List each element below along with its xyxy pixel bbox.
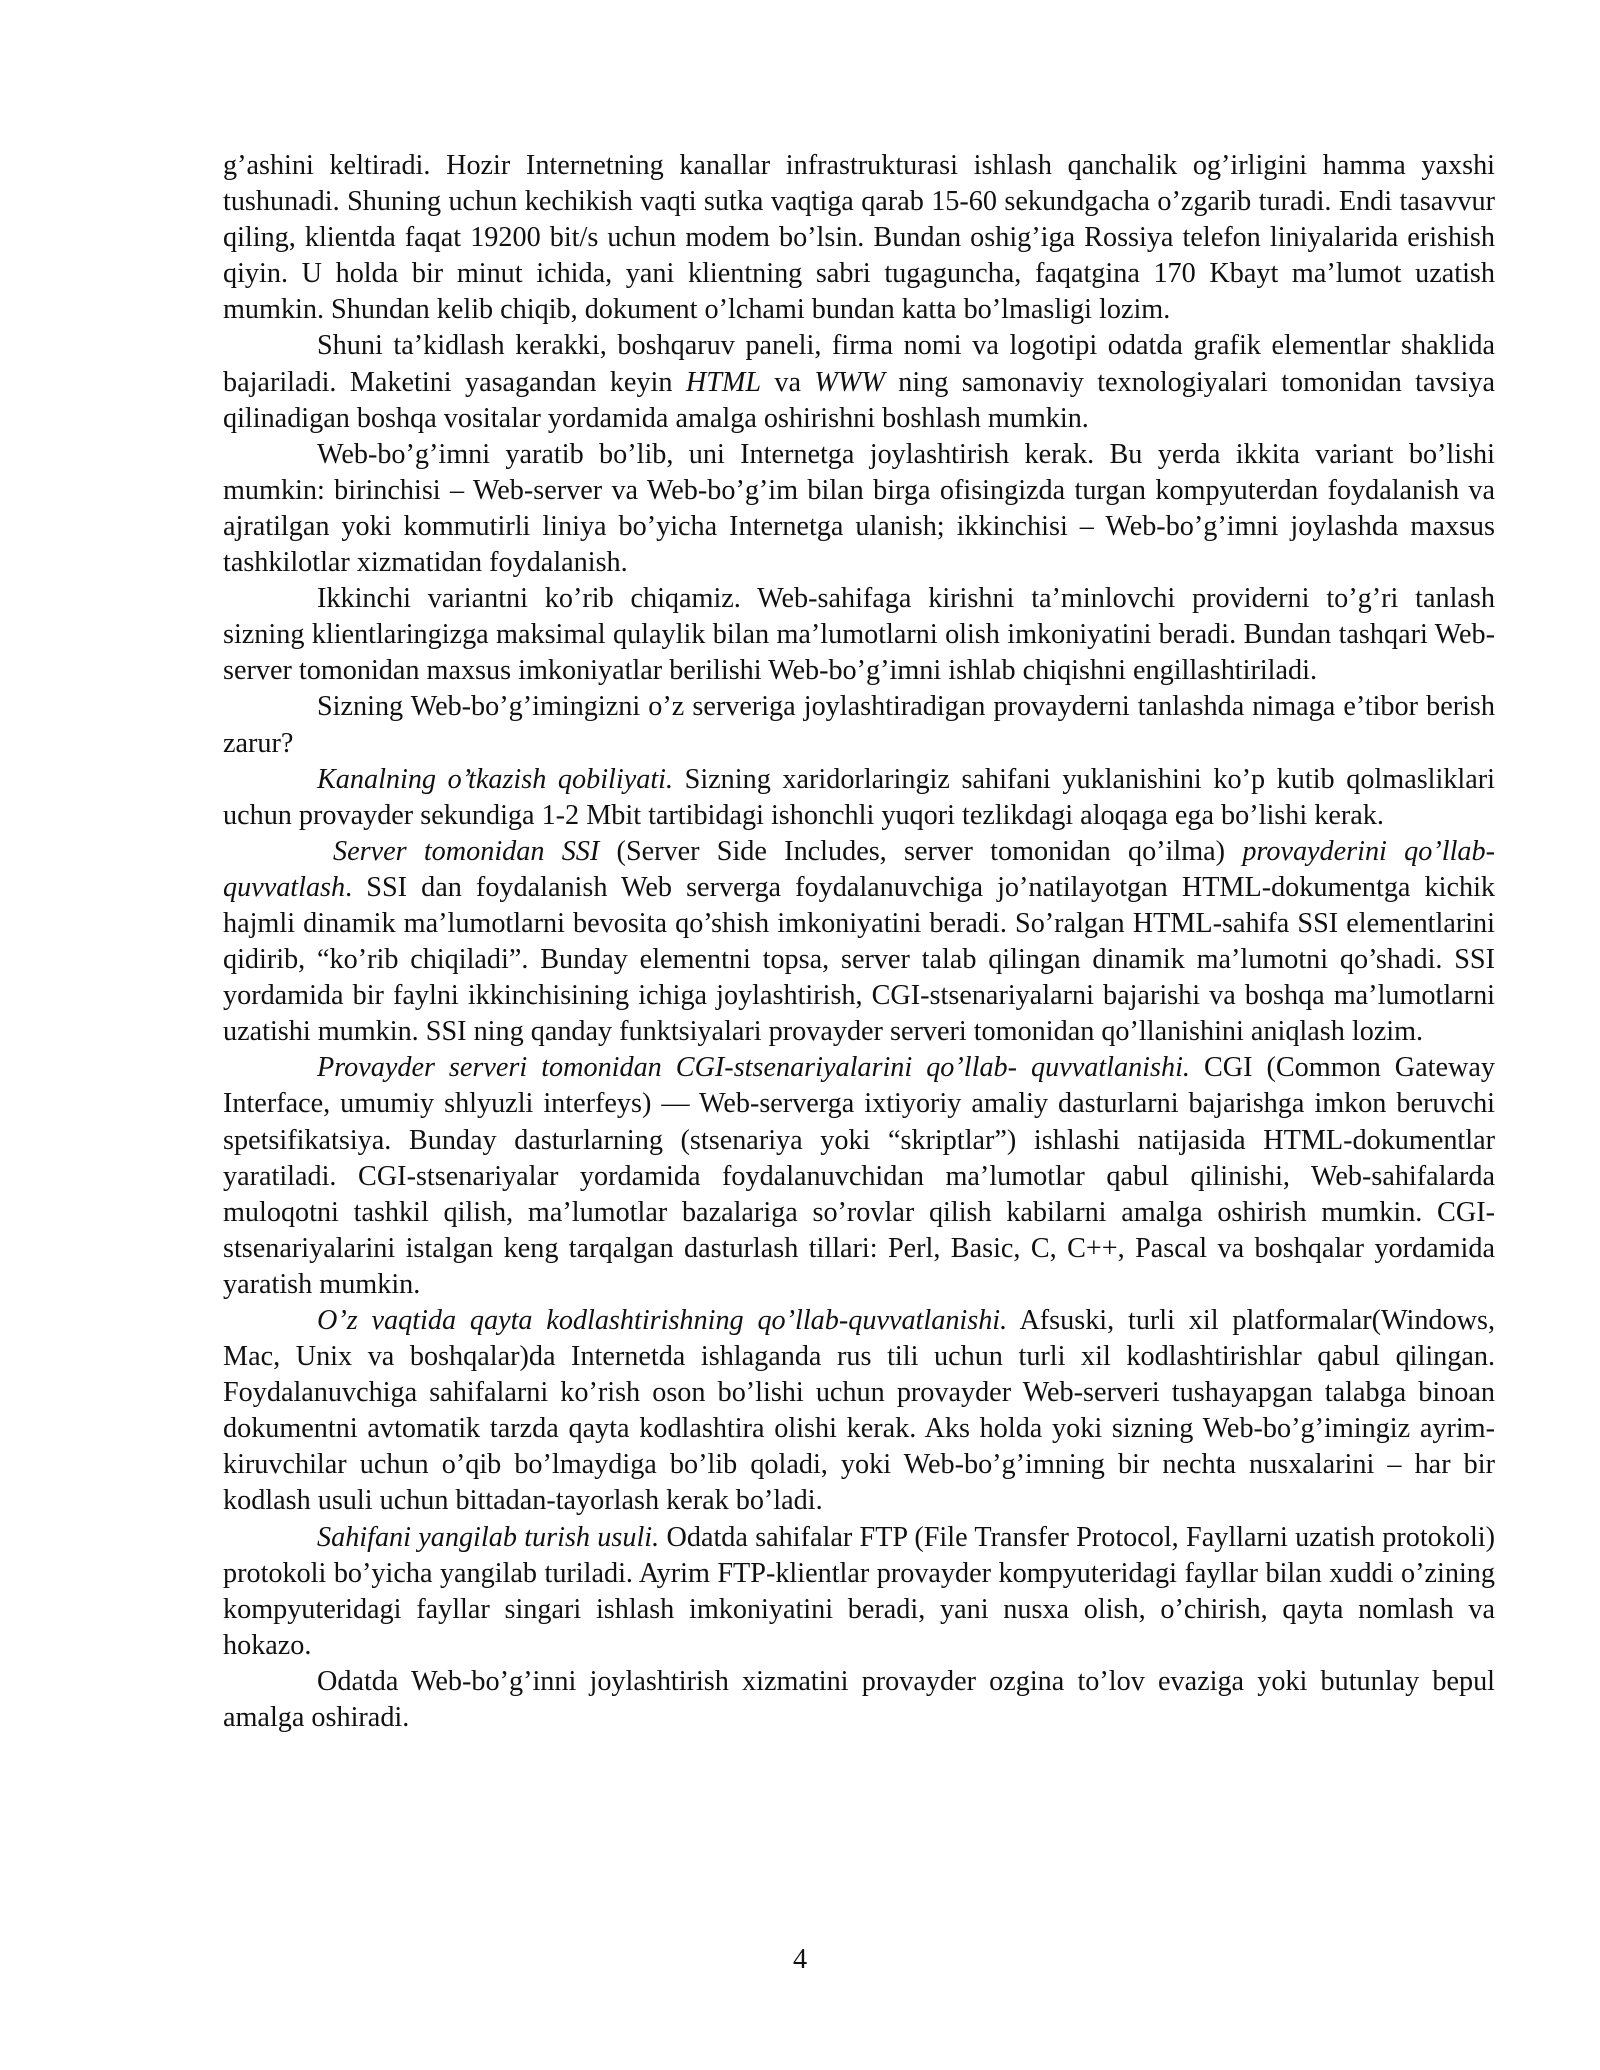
paragraph [223,581,1495,689]
paragraph [223,437,1495,581]
paragraph-text: ning samonaviy texnologiyalari tomonidan tavsiya qilinadigan boshqa vositalar yordamida amalga oshirishni boshlash mumkin. [223,366,1495,434]
paragraph-heading: provayderini qo’llab-quvvatlash [223,835,1495,903]
paragraph [223,1664,1495,1736]
paragraph-heading: Provayder serveri tomonidan CGI-stsenariyalarini qo’llab- quvvatlanishi. [317,1052,1190,1084]
paragraph [223,689,1495,761]
document-page [223,148,1495,1736]
paragraph-text: CGI (Common Gateway Interface, umumiy shlyuzli interfeys) — Web-serverga ixtiyoriy amaliy dasturlarni bajarishga imkon beruvchi spetsifikatsiya. Bunday dasturlarning (stsenariya yoki “skriptlar”) ishlashi natijasida HTML-dokumentlar yaratiladi. CGI-stsenariyalar yordamida foydalanuvchidan ma’lumotlar qabul qilinishi, Web-sahifalarda muloqotni tashkil qilish, ma’lumotlar bazalariga so’rovlar qilish kabilarni amalga oshirish mumkin. CGI-stsenariyalarini istalgan keng tarqalgan dasturlash tillari: Perl, Basic, C, C++, Pascal va boshqalar yordamida yaratish mumkin. [223,1052,1495,1300]
paragraph-text: va [761,366,815,398]
paragraph-text: Ikkinchi variantni ko’rib chiqamiz. Web-sahifaga kirishni ta’minlovchi providerni to’g’ri tanlash sizning klientlaringizga maksimal qulaylik bilan ma’lumotlarni olish imkoniyatini beradi. Bundan tashqari Web-server tomonidan maxsus imkoniyatlar berilishi Web-bo’g’imni ishlab chiqishni engillashtiriladi. [223,583,1495,687]
paragraph-heading: Server tomonidan SSI [333,835,600,867]
paragraph [223,148,1495,328]
paragraph-text: Afsuski, turli xil platformalar(Windows, Mac, Unix va boshqalar)da Internetda ishlaganda rus tili uchun turli xil kodlashtirishlar qabul qilingan. Foydalanuvchiga sahifalarni ko’rish oson bo’lishi uchun provayder Web-serveri tushayapgan talabga binoan dokumentni avtomatik tarzda qayta kodlashtira olishi kerak. Aks holda yoki sizning Web-bo’g’imingiz ayrim- kiruvchilar uchun o’qib bo’lmaydiga bo’lib qoladi, yoki Web-bo’g’imning bir nechta nusxalarini – har bir kodlash usuli uchun bittadan-tayorlash kerak bo’ladi. [223,1305,1495,1517]
paragraph-text: Sizning xaridorlaringiz sahifani yuklanishini ko’p kutib qolmasliklari uchun provayder sekundiga 1-2 Mbit tartibidagi ishonchli yuqori tezlikdagi aloqaga ega bo’lishi kerak. [223,763,1495,831]
paragraph [223,834,1495,1051]
paragraph-heading: O’z vaqtida qayta kodlashtirishning qo’llab-quvvatlanishi. [317,1305,1008,1336]
paragraph-text: (Server Side Includes, server tomonidan qo’ilma) [599,835,1243,867]
paragraph-text: Odatda Web-bo’g’inni joylashtirish xizmatini provayder ozgina to’lov evaziga yoki butunlay bepul amalga oshiradi. [223,1665,1495,1734]
paragraph-text: . SSI dan foydalanish Web serverga foydalanuvchiga jo’natilayotgan HTML-dokumentga kichik hajmli dinamik ma’lumotlarni bevosita qo’shish imkoniyatini beradi. So’ralgan HTML-sahifa SSI elementlarini qidirib, “ko’rib chiqiladi”. Bunday elementni topsa, server talab qilingan dinamik ma’lumotni qo’shadi. SSI yordamida bir faylni ikkinchisining ichiga joylashtirish, CGI-stsenariyalarni bajarishi va boshqa ma’lumotlarni uzatishi mumkin. SSI ning qanday funktsiyalari provayder serveri tomonidan qo’llanishini aniqlash lozim. [223,871,1495,1048]
paragraph-heading: Kanalning o’tkazish qobiliyati. [317,763,674,795]
page-number: 4 [792,1944,808,1975]
paragraph-text: Odatda sahifalar FTP (File Transfer Protocol, Fayllarni uzatish protokoli) protokoli bo’yicha yangilab turiladi. Ayrim FTP-klientlar provayder kompyuteridagi fayllar bilan xuddi o’zining kompyuteridagi fayllar singari ishlash imkoniyatini beradi, yani nusxa olish, o’chirish, qayta nomlash va hokazo. [223,1521,1495,1661]
paragraph-heading: Sahifani yangilab turish usuli. [317,1521,660,1553]
paragraph-text: Sizning Web-bo’g’imingizni o’z serveriga joylashtiradigan provayderni tanlashda nimaga e’tibor berish zarur? [223,691,1495,759]
emphasis-www: WWW [814,366,885,398]
paragraph [223,328,1495,436]
emphasis-html: HTML [685,366,762,398]
paragraph-text: Shuni ta’kidlash kerakki, boshqaruv paneli, firma nomi va logotipi odatda grafik elementlar shaklida bajariladi. Maketini yasagandan keyin [223,330,1495,398]
paragraph [223,1520,1495,1664]
paragraph [223,762,1495,834]
paragraph [223,1050,1495,1303]
paragraph-text: Web-bo’g’imni yaratib bo’lib, uni Internetga joylashtirish kerak. Bu yerda ikkita variant bo’lishi mumkin: birinchisi – Web-server va Web-bo’g’im bilan birga ofisingizda turgan kompyuterdan foydalanish va ajratilgan yoki kommutirli liniya bo’yicha Internetga ulanish; ikkinchisi – Web-bo’g’imni joylashda maxsus tashkilotlar xizmatidan foydalanish. [223,438,1495,579]
paragraph [223,1303,1495,1520]
paragraph-text: g’ashini keltiradi. Hozir Internetning kanallar infrastrukturasi ishlash qanchalik og’irligini hamma yaxshi tushunadi. Shuning uchun kechikish vaqti sutka vaqtiga qarab 15-60 sekundgacha o’zgarib turadi. Endi tasavvur qiling, klientda faqat 19200 bit/s uchun modem bo’lsin. Bundan oshig’iga Rossiya telefon liniyalarida erishish qiyin. U holda bir minut ichida, yani klientning sabri tugaguncha, faqatgina 170 Kbayt ma’lumot uzatish mumkin. Shundan kelib chiqib, dokument o’lchami bundan katta bo’lmasligi lozim. [223,150,1495,326]
